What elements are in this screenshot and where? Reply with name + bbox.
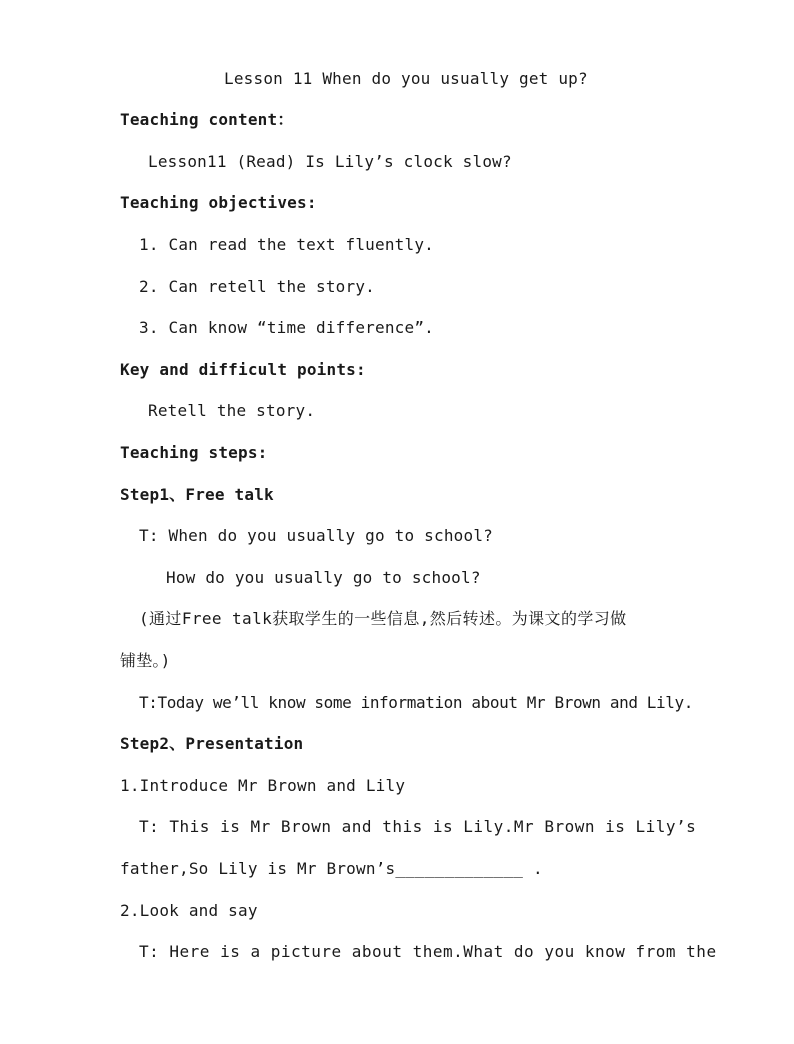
step1-question-1: T: When do you usually go to school? xyxy=(139,526,493,545)
key-points-heading: Key and difficult points: xyxy=(120,360,366,379)
step2-item-1: 1.Introduce Mr Brown and Lily xyxy=(120,776,406,795)
step2-item-2: 2.Look and say xyxy=(120,901,258,920)
step2-heading: Step2、Presentation xyxy=(120,734,304,753)
teaching-content-text: Lesson11 (Read) Is Lily’s clock slow? xyxy=(148,152,512,171)
teaching-content-heading: Teaching content： xyxy=(120,110,294,129)
step1-note-line-2: 铺垫。) xyxy=(120,651,171,670)
teaching-objectives-heading: Teaching objectives: xyxy=(120,193,317,212)
teaching-steps-heading: Teaching steps: xyxy=(120,443,268,462)
objective-item: 3. Can know “time difference”. xyxy=(139,318,434,337)
step2-item-1-text-line-2: father,So Lily is Mr Brown’s_____________ . xyxy=(120,859,543,878)
step1-note-line-1: (通过Free talk获取学生的一些信息,然后转述。为课文的学习做 xyxy=(139,609,627,628)
step1-transition: T:Today we’ll know some information about Mr Brown and Lily. xyxy=(139,693,693,712)
step1-question-2: How do you usually go to school? xyxy=(166,568,481,587)
lesson-title: Lesson 11 When do you usually get up? xyxy=(224,69,588,88)
step2-item-2-text: T: Here is a picture about them.What do you know from the xyxy=(139,942,717,961)
objective-item: 1. Can read the text fluently. xyxy=(139,235,434,254)
key-points-text: Retell the story. xyxy=(148,401,316,420)
objective-item: 2. Can retell the story. xyxy=(139,277,375,296)
step1-heading: Step1、Free talk xyxy=(120,485,274,504)
step2-item-1-text-line-1: T: This is Mr Brown and this is Lily.Mr Brown is Lily’s xyxy=(139,817,697,836)
